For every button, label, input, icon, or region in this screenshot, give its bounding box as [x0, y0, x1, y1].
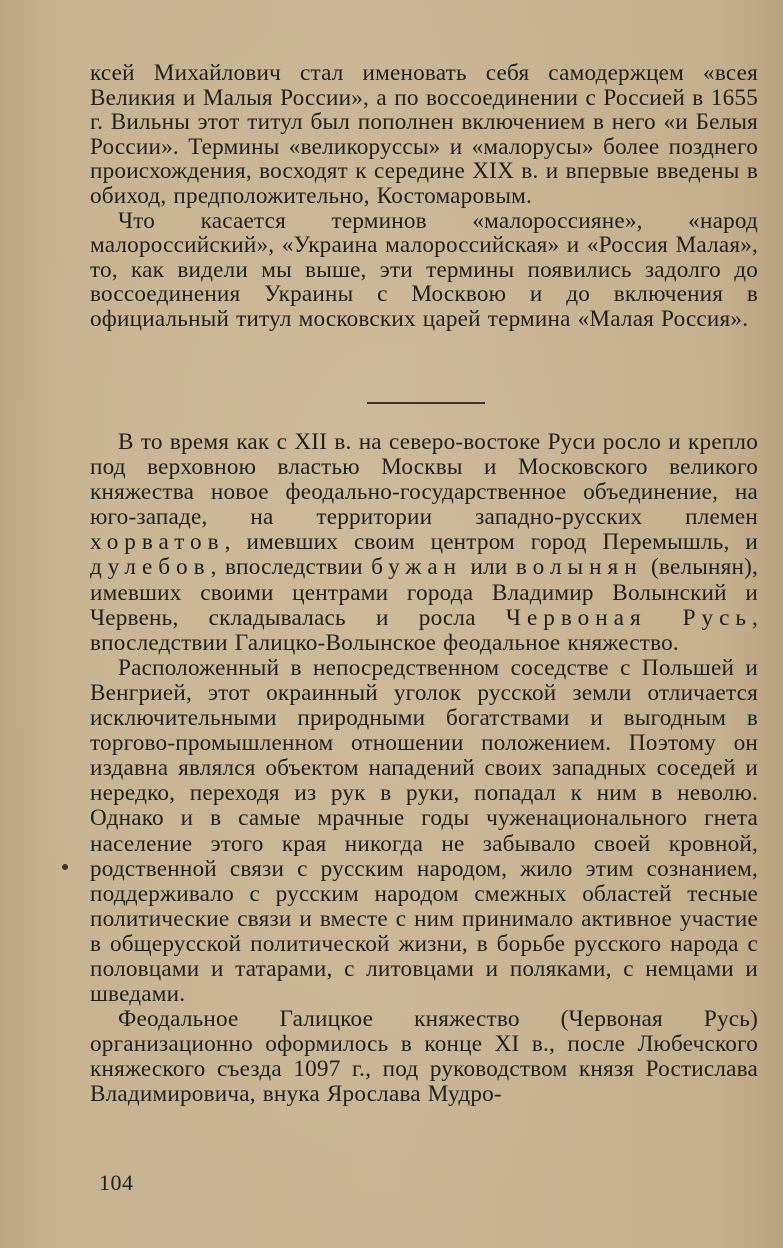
paragraph-titles-continuation: ксей Михайлович стал именовать себя самодержцем «всея Великия и Малыя России», а по воссоединении с Россией в 1655 г. Вильны этот титул был пополнен включением в него «и Белыя России». Термины «великоруссы» и «малорусы» более позднего происхождения, восходят к середине XIX в. и впервые введены в обиход, предположительно, Костомаровым. [90, 60, 758, 209]
margin-mark [62, 864, 68, 870]
paragraph-borderland: Расположенный в непосредственном соседстве с Польшей и Венгрией, этот окраинный уголок русской земли отличается исключительными природными богатствами и выгодным в торгово-промышленном отношении положением. Поэтому он издавна являлся объектом нападений своих западных соседей и нередко, переходя из рук в руки, попадал к ним в неволю. Однако и в самые мрачные годы чуженационального гнета население этого края никогда не забывало своей кровной, родственной связи с русским народом, жило этим сознанием, поддерживало с русским народом смежных областей тесные политические связи и вместе с ним принимало активное участие в общерусской политической жизни, в борьбе русского народа с половцами и татарами, с литовцами и поляками, с немцами и шведами. [90, 654, 758, 1008]
tribe-name-buzhane: бужан [371, 554, 463, 581]
page-number: 104 [99, 1170, 134, 1195]
text-run: , впоследствии [210, 554, 372, 581]
text-run: В то время как с XII в. на северо-востоке Руси росло и крепло под верховною властью Москвы и Московского великого княжества новое феодально-государственное объединение, на юго-западе, на территории западно-русских племен [90, 429, 758, 531]
tribe-name-duleby: дулебов [90, 554, 211, 581]
paragraph-terms: Что касается терминов «малороссияне», «народ малороссийский», «Украина малороссийская» и «Россия Малая», то, как видели мы выше, эти термины появились задолго до воссоединения Украины с Москвою и до включения в официальный титул московских царей термина «Малая Россия». [90, 207, 758, 332]
paragraph-galician-principality: Феодальное Галицкое княжество (Червоная Русь) организационно оформилось в конце XI в., после Любечского княжеского съезда 1097 г., под руководством князя Ростислава Владимировича, внука Ярослава Мудро- [90, 1006, 758, 1108]
paragraph-red-rus-origin [90, 430, 758, 656]
text-section-bottom [90, 430, 758, 1108]
text-run: или [462, 554, 516, 581]
text-run: , имевших своим центром город Перемышль, и [224, 529, 758, 556]
text-run: , впоследствии Галицко-Волынское феодальное княжество. [90, 604, 759, 656]
tribe-name-volynyane: волынян [515, 554, 643, 581]
tribe-name-khorvaty: хорватов [90, 529, 225, 556]
text-run: (велынян), имевших своими центрами города Владимир Волынский и Червень, складывалась и росла [90, 554, 758, 631]
section-divider [367, 402, 485, 404]
text-section-top [90, 61, 758, 332]
name-chervonaya-rus: Червоная Русь [505, 604, 753, 631]
